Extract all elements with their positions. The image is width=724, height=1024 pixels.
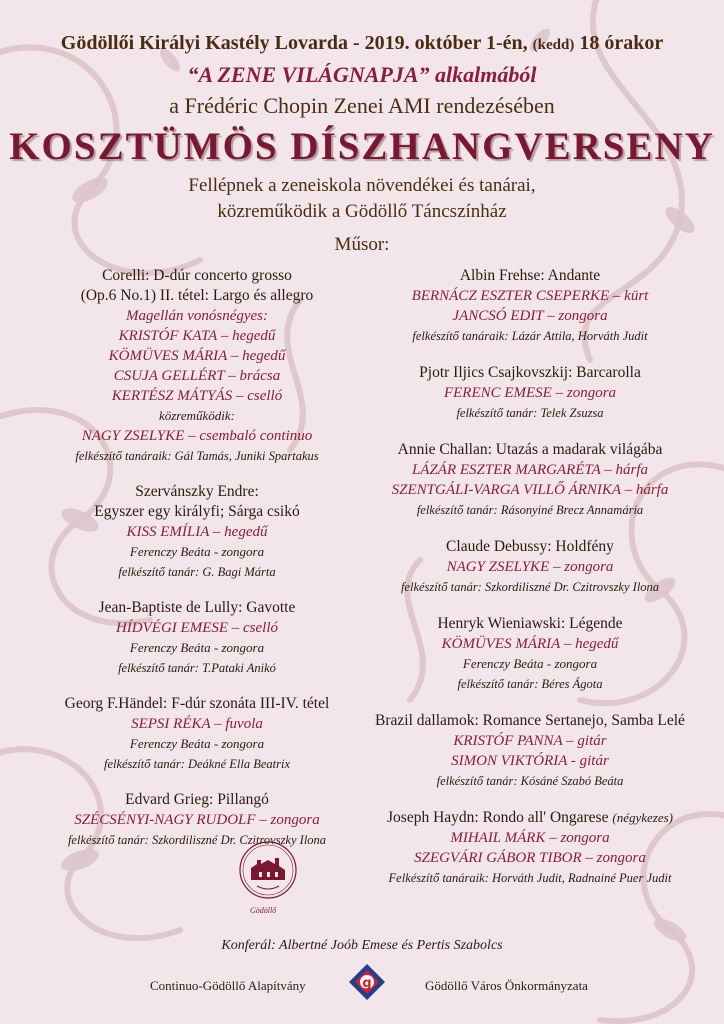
performers-intro-line: Fellépnek a zeneiskola növendékei és tanárai,	[188, 175, 536, 196]
accompanist: Ferenczy Beáta - zongora	[462, 656, 598, 671]
teacher-credit: felkészítő tanár: G. Bagi Márta	[118, 565, 276, 579]
program-item	[375, 711, 685, 791]
performer	[375, 828, 685, 848]
program-item	[375, 266, 685, 346]
teacher-credit: felkészítő tanáraik: Lázár Attila, Horváth Judit	[412, 329, 648, 343]
performer-instrument: – gitár	[562, 733, 607, 749]
work-title: Szervánszky Endre:	[135, 483, 259, 500]
performer	[375, 557, 685, 577]
performer	[375, 286, 685, 306]
program-item	[42, 482, 352, 582]
performer	[42, 426, 352, 446]
performer	[42, 714, 352, 734]
performer-instrument: – fuvola	[210, 716, 263, 732]
page-title: KOSZTÜMÖS DÍSZHANGVERSENY	[9, 125, 715, 168]
performer-name: KRISTÓF KATA	[118, 328, 218, 344]
performer-instrument: – csembaló continuo	[184, 428, 313, 444]
sponsor-municipality: Gödöllő Város Önkormányzata	[425, 978, 588, 993]
teacher-credit: felkészítő tanáraik: Gál Tamás, Juniki Spartakus	[75, 449, 319, 463]
work-title-line	[375, 808, 685, 828]
performer-name: SIMON VIKTÓRIA	[451, 753, 568, 769]
venue-date-text: Gödöllői Királyi Kastély Lovarda - 2019. október 1-én,	[60, 32, 528, 54]
program-label: Műsor:	[334, 234, 390, 255]
performer	[375, 731, 685, 751]
work-title: Pjotr Iljics Csajkovszkij: Barcarolla	[419, 364, 641, 381]
program-item	[42, 266, 352, 466]
program-item	[375, 808, 685, 888]
performer-name: NAGY ZSELYKE	[446, 559, 550, 575]
work-title: Edvard Grieg: Pillangó	[125, 791, 269, 808]
performer-name: FERENC EMESE	[443, 385, 552, 401]
program-item	[375, 614, 685, 694]
dance-theatre-line: közreműködik a Gödöllő Táncszínház	[217, 201, 507, 222]
sponsor-foundation: Continuo-Gödöllő Alapítvány	[150, 978, 306, 993]
performer	[375, 634, 685, 654]
logo-town-text: Gödöllő	[250, 906, 277, 915]
performer-name: JANCSÓ EDIT	[452, 308, 544, 324]
work-title: Claude Debussy: Holdfény	[446, 538, 614, 555]
work-title: Brazil dallamok: Romance Sertanejo, Samba Lelé	[375, 712, 685, 729]
performer	[42, 618, 352, 638]
featuring-label: közreműködik:	[158, 408, 236, 423]
performer	[42, 386, 352, 406]
teacher-credit: felkészítő tanár: Kósáné Szabó Beáta	[436, 774, 624, 788]
program-item	[42, 598, 352, 678]
performer-name: LÁZÁR ESZTER MARGARÉTA	[411, 462, 601, 478]
performer-instrument: – hegedű	[217, 328, 276, 344]
program-left-column	[42, 266, 352, 850]
occasion-line: “A ZENE VILÁGNAPJA” alkalmából	[187, 62, 537, 87]
performer-instrument: – zongora	[551, 385, 617, 401]
performer-name: KISS EMÍLIA	[126, 524, 210, 540]
performer-name: SZÉCSÉNYI-NAGY RUDOLF	[74, 812, 256, 828]
performer	[375, 460, 685, 480]
performer	[375, 480, 685, 500]
performer	[375, 383, 685, 403]
accompanist: Ferenczy Beáta - zongora	[129, 640, 265, 655]
performer-instrument: – zongora	[543, 308, 608, 324]
performer-instrument: – zongora	[545, 830, 610, 846]
teacher-credit: felkészítő tanár: Béres Ágota	[457, 677, 603, 691]
performer-instrument: – hárfa	[620, 482, 669, 498]
work-title: Jean-Baptiste de Lully: Gavotte	[98, 599, 296, 616]
program-item	[375, 537, 685, 597]
school-logo-icon	[237, 830, 299, 918]
performer-name: SEPSI RÉKA	[131, 716, 211, 732]
performer	[375, 751, 685, 771]
program-item	[42, 694, 352, 774]
teacher-credit: felkészítő tanár: Deákné Ella Beatrix	[103, 757, 291, 771]
program-item	[375, 440, 685, 520]
teacher-credit: felkészítő tanár: Szkordiliszné Dr. Czitrovszky Ilona	[67, 833, 327, 847]
work-title: Egyszer egy királyfi; Sárga csikó	[94, 503, 300, 520]
performer-name: SZEGVÁRI GÁBOR TIBOR	[414, 850, 582, 866]
performer-instrument: – zongora	[549, 559, 614, 575]
work-title: Corelli: D-dúr concerto grosso	[102, 267, 292, 284]
performer-instrument: – hárfa	[600, 462, 649, 478]
performer-instrument: – cselló	[228, 620, 279, 636]
time-text: 18 órakor	[579, 32, 664, 54]
accompanist: Ferenczy Beáta - zongora	[129, 736, 265, 751]
work-title: Joseph Haydn: Rondo all' Ongarese	[387, 809, 609, 826]
performer-instrument: – kürt	[609, 288, 649, 304]
town-logo-icon	[347, 962, 387, 1002]
performer	[42, 346, 352, 366]
teacher-credit: felkészítő tanár: T.Pataki Anikó	[118, 661, 276, 675]
performer-name: BERNÁCZ ESZTER CSEPERKE	[411, 288, 610, 304]
performer-instrument: – cselló	[232, 388, 283, 404]
host-line: Konferál: Albertné Joób Emese és Pertis Szabolcs	[221, 938, 503, 953]
accompanist: Ferenczy Beáta - zongora	[129, 544, 265, 559]
performer-instrument: - gitár	[567, 753, 609, 769]
performer-name: KRISTÓF PANNA	[453, 733, 563, 749]
performer-name: KERTÉSZ MÁTYÁS	[111, 388, 233, 404]
performer	[375, 848, 685, 868]
performer-instrument: – brácsa	[224, 368, 281, 384]
performer-name: KÖMÜVES MÁRIA	[441, 636, 561, 652]
teacher-credit: felkészítő tanár: Szkordiliszné Dr. Czitrovszky Ilona	[400, 580, 660, 594]
program-item	[42, 790, 352, 850]
teacher-credit: felkészítő tanár: Telek Zsuzsa	[456, 406, 604, 420]
performer-instrument: – hegedű	[209, 524, 268, 540]
weekday-text: (kedd)	[532, 37, 575, 53]
program-item	[375, 363, 685, 423]
work-title: Georg F.Händel: F-dúr szonáta III-IV. tétel	[64, 695, 330, 712]
organizer-line: a Frédéric Chopin Zenei AMI rendezésében	[169, 93, 555, 118]
performer	[42, 810, 352, 830]
work-title: Albin Frehse: Andante	[459, 267, 601, 284]
teacher-credit: felkészítő tanár: Rásonyiné Brecz Annamária	[416, 503, 644, 517]
performer	[42, 366, 352, 386]
performer	[42, 522, 352, 542]
work-title: Annie Challan: Utazás a madarak világába	[397, 441, 663, 458]
performer-name: NAGY ZSELYKE	[81, 428, 185, 444]
performer-instrument: – zongora	[255, 812, 320, 828]
teacher-credit: Felkészítő tanáraik: Horváth Judit, Radnainé Puer Judit	[388, 871, 672, 885]
performer-name: KÖMÜVES MÁRIA	[108, 348, 228, 364]
performer-name: CSUJA GELLÉRT	[113, 368, 225, 384]
svg-text:g: g	[362, 976, 372, 991]
performer-name: SZENTGÁLI-VARGA VILLŐ ÁRNIKA	[391, 482, 621, 498]
work-note: (négykezes)	[612, 810, 673, 825]
program-right-column	[375, 266, 685, 888]
performer	[375, 306, 685, 326]
performer-instrument: – zongora	[581, 850, 646, 866]
performer-instrument: – hegedű	[227, 348, 286, 364]
performer-instrument: – hegedű	[560, 636, 619, 652]
work-title: (Op.6 No.1) II. tétel: Largo és allegro	[80, 287, 314, 304]
work-title: Henryk Wieniawski: Légende	[437, 615, 623, 632]
performer	[42, 326, 352, 346]
performer-name: MIHAIL MÁRK	[450, 830, 546, 846]
ensemble-name: Magellán vonósnégyes:	[125, 308, 269, 324]
performer-name: HÍDVÉGI EMESE	[115, 620, 229, 636]
venue-date-line	[0, 32, 724, 55]
